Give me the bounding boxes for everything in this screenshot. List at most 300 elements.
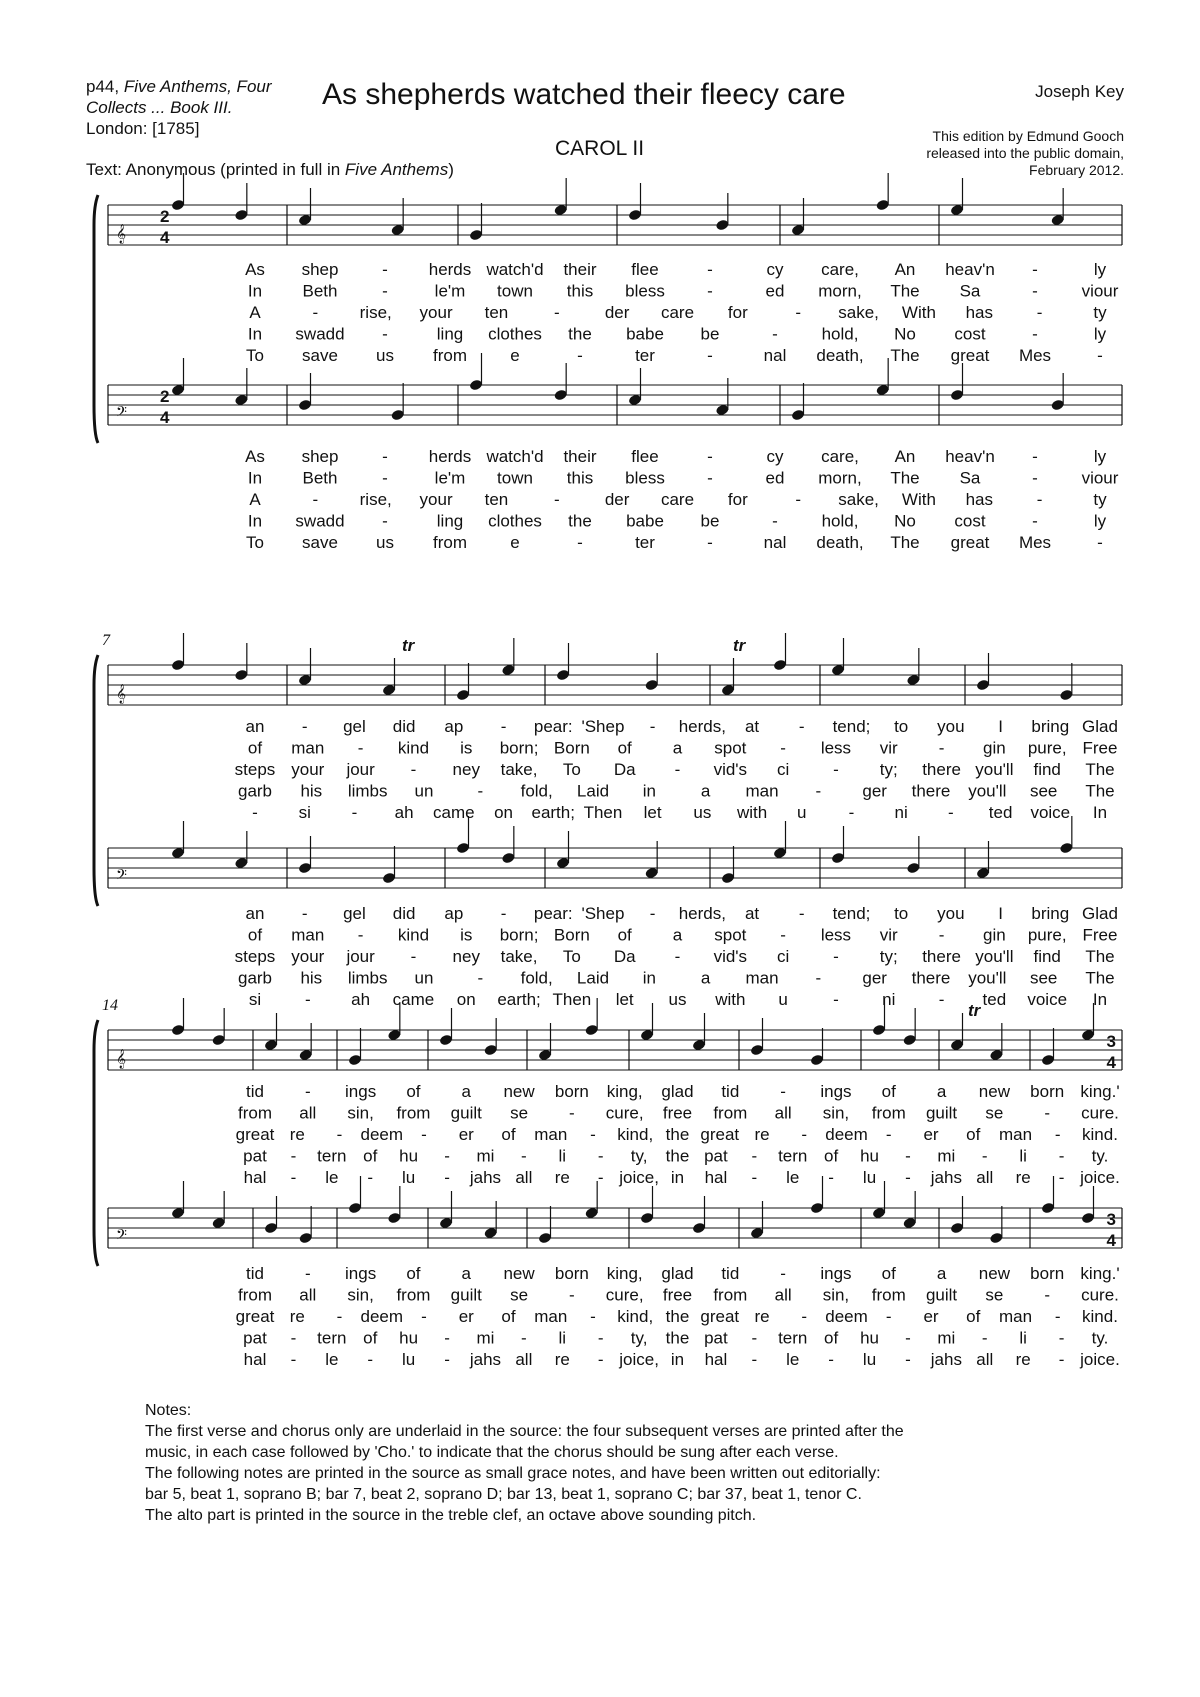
treble-lyric-syllable: The — [1085, 781, 1115, 801]
bass-lyric-syllable: born; — [499, 925, 539, 945]
bass-lyric-syllable: hal — [243, 1350, 267, 1369]
bass-lyric-syllable: of — [881, 1264, 896, 1283]
bass-lyric-syllable: ni — [882, 990, 896, 1009]
treble-lyric-syllable: The — [1085, 760, 1115, 779]
treble-lyric-syllable: all — [515, 1168, 533, 1187]
treble-lyric-syllable: king, — [606, 1082, 643, 1101]
bass-lyric-syllable: see — [1029, 968, 1058, 988]
bass-lyric-syllable: re — [1015, 1350, 1031, 1369]
bass-lyric-syllable: to — [894, 904, 909, 923]
bass-lyric-syllable: - — [290, 1328, 297, 1348]
bass-lyric-syllable: - — [707, 533, 713, 552]
treble-lyric-syllable: pat — [704, 1146, 728, 1166]
bass-clef-icon: 𝄢 — [116, 867, 127, 886]
bass-lyric-syllable: mi — [937, 1328, 956, 1348]
bass-lyric-syllable: gel — [343, 904, 366, 923]
treble-lyric-syllable: - — [707, 346, 713, 365]
bass-lyric-syllable: ah — [351, 990, 371, 1009]
bass-lyric-syllable: herds — [428, 447, 472, 466]
treble-lyric-syllable: - — [444, 1168, 450, 1187]
bass-lyric-syllable: flee — [631, 447, 659, 466]
treble-lyric-syllable: - — [382, 260, 388, 279]
treble-lyric-syllable: of — [247, 738, 263, 758]
treble-lyric-syllable: deem — [360, 1125, 404, 1144]
bass-lyric-syllable: came — [392, 990, 435, 1009]
edition-line2: released into the public domain, — [926, 145, 1124, 161]
bass-lyric-syllable: a — [936, 1264, 947, 1283]
treble-lyric-syllable: Beth — [302, 281, 338, 301]
treble-lyric-syllable: - — [351, 803, 358, 822]
treble-lyric-syllable: - — [410, 760, 417, 779]
time-signature-bottom: 4 — [1106, 1053, 1116, 1072]
bass-lyric-syllable: - — [828, 1350, 834, 1369]
treble-lyric-syllable: - — [751, 1146, 758, 1166]
treble-lyric-syllable: came — [433, 803, 475, 822]
treble-lyric-syllable: there — [911, 781, 951, 801]
bass-lyric-syllable: of — [824, 1328, 839, 1348]
bass-lyric-syllable: on — [456, 990, 476, 1009]
bass-lyric-syllable: earth; — [497, 990, 541, 1009]
bass-lyric-syllable: Mes — [1018, 533, 1052, 552]
treble-lyric-syllable: guilt — [925, 1103, 958, 1123]
bass-lyric-syllable: joice. — [1080, 1350, 1120, 1369]
treble-lyric-syllable: mi — [937, 1146, 956, 1166]
bass-lyric-syllable: - — [1036, 490, 1043, 509]
bass-lyric-syllable: - — [1032, 511, 1038, 531]
treble-lyric-syllable: - — [1032, 281, 1038, 301]
treble-lyric-syllable: all — [299, 1103, 317, 1123]
bass-lyric-syllable: - — [885, 1307, 892, 1326]
treble-lyric-syllable: of — [881, 1082, 896, 1101]
treble-lyric-syllable: - — [444, 1146, 450, 1166]
bass-lyric-syllable: guilt — [925, 1285, 958, 1305]
treble-lyric-syllable: for — [727, 303, 748, 322]
treble-lyric-syllable: jahs — [469, 1168, 502, 1187]
bass-lyric-syllable: - — [801, 1307, 808, 1326]
treble-lyric-syllable: - — [553, 303, 560, 322]
treble-lyric-syllable: from — [238, 1103, 272, 1123]
treble-lyric-syllable: jahs — [930, 1168, 962, 1187]
bass-lyric-syllable: er — [923, 1307, 939, 1326]
bass-lyric-syllable: free — [662, 1285, 693, 1305]
bar-number: 7 — [102, 632, 110, 649]
treble-lyric-syllable: In — [1092, 803, 1108, 822]
bass-lyric-syllable: cost — [954, 511, 986, 531]
bass-lyric-syllable: In — [247, 468, 263, 488]
system-bracket — [94, 655, 98, 906]
treble-lyric-syllable: swadd — [295, 324, 345, 344]
bass-lyric-syllable: new — [503, 1264, 535, 1283]
treble-lyric-syllable: - — [304, 1082, 311, 1101]
treble-lyric-syllable: king.' — [1080, 1082, 1120, 1101]
trill-mark: tr — [968, 1001, 981, 1020]
bass-lyric-syllable: spot — [714, 925, 747, 945]
bass-lyric-syllable: - — [905, 1328, 911, 1348]
bass-lyric-syllable: To — [562, 947, 581, 966]
subtitle: CAROL II — [555, 137, 645, 160]
treble-lyric-syllable: ty. — [1091, 1146, 1109, 1166]
bass-clef-icon: 𝄢 — [116, 404, 127, 423]
bass-lyric-syllable: lu — [402, 1350, 416, 1369]
bass-lyric-syllable: le'm — [434, 468, 466, 488]
bass-lyric-syllable: has — [965, 490, 993, 509]
bass-lyric-syllable: great — [950, 533, 990, 552]
treble-lyric-syllable: - — [905, 1146, 911, 1166]
bass-lyric-syllable: there — [911, 968, 951, 988]
bass-lyric-syllable: vir — [879, 925, 898, 945]
bass-lyric-syllable: pure, — [1027, 925, 1067, 945]
treble-lyric-syllable: - — [590, 1125, 596, 1144]
bass-lyric-syllable: - — [444, 1350, 450, 1369]
bass-lyric-syllable: re — [754, 1307, 770, 1326]
bass-lyric-syllable: Free — [1082, 925, 1118, 945]
treble-lyric-syllable: of — [966, 1125, 981, 1144]
treble-lyric-syllable: - — [780, 1082, 786, 1101]
bass-lyric-syllable: As — [245, 447, 265, 466]
bass-lyric-syllable: pat — [704, 1328, 728, 1348]
treble-lyric-syllable: be — [700, 324, 720, 344]
bass-lyric-syllable: in — [670, 1350, 685, 1369]
treble-lyric-syllable: - — [597, 1168, 604, 1187]
bass-lyric-syllable: a — [461, 1264, 471, 1283]
treble-lyric-syllable: take, — [500, 760, 538, 779]
bass-lyric-syllable: ted — [982, 990, 1007, 1009]
bass-lyric-syllable: sin, — [347, 1285, 374, 1305]
treble-lyric-syllable: in — [670, 1168, 685, 1187]
treble-lyric-syllable: - — [367, 1168, 374, 1187]
bass-lyric-syllable: joice, — [619, 1350, 659, 1369]
bass-lyric-syllable: - — [707, 468, 713, 488]
bass-lyric-syllable: ings — [345, 1264, 377, 1283]
bass-lyric-syllable: gin — [983, 925, 1006, 945]
bass-lyric-syllable: all — [774, 1285, 792, 1305]
time-signature-bottom: 4 — [1106, 1231, 1116, 1250]
bass-lyric-syllable: re — [289, 1307, 305, 1326]
bass-lyric-syllable: watch'd — [486, 447, 544, 466]
bass-lyric-syllable: from — [713, 1285, 748, 1305]
treble-lyric-syllable: se — [985, 1103, 1004, 1123]
treble-lyric-syllable: - — [1032, 260, 1038, 279]
notes-line: music, in each case followed by 'Cho.' to indicate that the chorus should be sung after each verse. — [145, 1444, 839, 1461]
text-credit-prefix: Text: Anonymous (printed in full in — [86, 160, 345, 179]
bass-lyric-syllable: - — [1058, 1350, 1065, 1369]
treble-lyric-syllable: - — [357, 738, 364, 758]
bass-lyric-syllable: li — [558, 1328, 567, 1348]
bass-lyric-syllable: care, — [821, 447, 859, 466]
treble-lyric-syllable: a — [461, 1082, 471, 1101]
bass-lyric-syllable: - — [382, 447, 388, 466]
bass-lyric-syllable: - — [304, 1264, 311, 1283]
bass-lyric-syllable: - — [780, 1264, 786, 1283]
bass-lyric-syllable: Born — [553, 925, 590, 945]
treble-lyric-syllable: - — [290, 1146, 297, 1166]
treble-lyric-syllable: ney — [452, 760, 480, 779]
treble-lyric-syllable: tern — [778, 1146, 808, 1166]
bass-lyric-syllable: ings — [820, 1264, 852, 1283]
treble-lyric-syllable: I — [998, 717, 1003, 736]
treble-lyric-syllable: pure, — [1027, 738, 1067, 758]
bass-lyric-syllable: - — [590, 1307, 596, 1326]
bass-lyric-syllable: ty; — [879, 947, 898, 966]
treble-lyric-syllable: kind, — [617, 1125, 654, 1144]
page-title: As shepherds watched their fleecy care — [322, 78, 846, 111]
treble-lyric-syllable: ty — [1093, 303, 1107, 322]
treble-lyric-syllable: sin, — [822, 1103, 850, 1123]
treble-lyric-syllable: see — [1029, 781, 1058, 801]
bass-lyric-syllable: sin, — [822, 1285, 850, 1305]
treble-lyric-syllable: ed — [765, 281, 785, 301]
bass-lyric-syllable: the — [568, 511, 592, 531]
bass-lyric-syllable: In — [247, 511, 263, 531]
treble-lyric-syllable: guilt — [450, 1103, 482, 1123]
treble-lyric-syllable: Laid — [576, 781, 610, 801]
bass-lyric-syllable: viour — [1081, 468, 1119, 488]
bass-lyric-syllable: - — [649, 904, 656, 923]
treble-lyric-syllable: in — [642, 781, 656, 801]
bass-lyric-syllable: - — [1058, 1328, 1065, 1348]
bass-lyric-syllable: Laid — [576, 968, 610, 988]
time-signature-top: 3 — [1106, 1032, 1116, 1051]
treble-lyric-syllable: cure, — [605, 1103, 644, 1123]
treble-lyric-syllable: - — [1058, 1146, 1065, 1166]
bass-lyric-syllable: - — [1032, 468, 1038, 488]
bass-lyric-syllable: let — [615, 990, 634, 1009]
treble-lyric-syllable: To — [246, 346, 264, 365]
bass-lyric-syllable: glad — [661, 1264, 694, 1283]
treble-lyric-syllable: great — [235, 1125, 275, 1144]
treble-lyric-syllable: - — [833, 760, 839, 779]
bass-lyric-syllable: - — [312, 490, 319, 509]
bass-lyric-syllable: - — [367, 1350, 374, 1369]
bass-lyric-syllable: hu — [860, 1328, 880, 1348]
trill-mark: tr — [402, 636, 415, 655]
bass-lyric-syllable: be — [700, 511, 720, 531]
treble-lyric-syllable: ly — [1093, 260, 1107, 279]
treble-lyric-syllable: ings — [820, 1082, 852, 1101]
treble-lyric-syllable: le'm — [434, 281, 466, 301]
treble-lyric-syllable: joice. — [1080, 1168, 1120, 1187]
notes-line: The alto part is printed in the source in the treble clef, an octave above sounding pitch. — [145, 1507, 757, 1524]
treble-lyric-syllable: cy — [766, 260, 784, 279]
treble-lyric-syllable: er — [923, 1125, 939, 1144]
source-line1-prefix: p44, — [86, 77, 124, 96]
treble-lyric-syllable: With — [901, 303, 936, 322]
treble-lyric-syllable: a — [700, 781, 711, 801]
treble-lyric-syllable: - — [938, 738, 945, 758]
bass-lyric-syllable: u — [778, 990, 788, 1009]
bar-number: 14 — [102, 997, 118, 1014]
bass-lyric-syllable: - — [553, 490, 560, 509]
bass-lyric-syllable: man — [745, 968, 779, 988]
bass-lyric-syllable: death, — [816, 533, 864, 552]
time-signature-top: 3 — [1106, 1210, 1116, 1229]
bass-lyric-syllable: save — [302, 533, 338, 552]
treble-lyric-syllable: se — [510, 1103, 529, 1123]
bass-lyric-syllable: find — [1033, 947, 1061, 966]
treble-lyric-syllable: this — [566, 281, 594, 301]
treble-lyric-syllable: e — [510, 346, 520, 365]
treble-lyric-syllable: you'll — [968, 781, 1007, 801]
bass-lyric-syllable: great — [700, 1307, 740, 1326]
treble-lyric-syllable: Then — [583, 803, 623, 822]
treble-lyric-syllable: tid — [721, 1082, 740, 1101]
bass-lyric-syllable: pat — [243, 1328, 267, 1348]
bass-lyric-syllable: ger — [862, 968, 887, 988]
treble-lyric-syllable: re — [754, 1125, 770, 1144]
bass-lyric-syllable: li — [1019, 1328, 1027, 1348]
bass-lyric-syllable: tern — [778, 1328, 808, 1348]
treble-lyric-syllable: The — [890, 281, 920, 301]
bass-lyric-syllable: did — [392, 904, 416, 923]
bass-lyric-syllable: guilt — [450, 1285, 482, 1305]
bass-lyric-syllable: king, — [606, 1264, 643, 1283]
bass-lyric-syllable: Sa — [959, 468, 981, 488]
treble-lyric-syllable: great — [700, 1125, 740, 1144]
bass-lyric-syllable: - — [569, 1285, 575, 1305]
treble-lyric-syllable: - — [885, 1125, 892, 1144]
treble-lyric-syllable: - — [649, 717, 656, 736]
treble-lyric-syllable: born — [554, 1082, 589, 1101]
treble-lyric-syllable: ted — [988, 803, 1013, 822]
time-signature-bottom: 4 — [160, 228, 170, 247]
treble-lyric-syllable: your — [291, 760, 325, 779]
bass-lyric-syllable: man — [534, 1307, 568, 1326]
treble-lyric-syllable: ty; — [879, 760, 898, 779]
treble-lyric-syllable: new — [978, 1082, 1010, 1101]
treble-lyric-syllable: on — [494, 803, 513, 822]
bass-lyric-syllable: us — [376, 533, 394, 552]
treble-clef-icon: 𝄞 — [116, 224, 127, 243]
source-line1-italic: Five Anthems, Four — [123, 77, 272, 96]
system-bracket — [94, 1020, 98, 1266]
bass-lyric-syllable: - — [798, 904, 805, 923]
treble-lyric-syllable: hal — [704, 1168, 728, 1187]
bass-lyric-syllable: deem — [360, 1307, 404, 1326]
bass-lyric-syllable: - — [833, 947, 839, 966]
bass-lyric-syllable: of — [247, 925, 263, 945]
bass-lyric-syllable: take, — [500, 947, 538, 966]
treble-lyric-syllable: ah — [394, 803, 414, 822]
treble-lyric-syllable: - — [312, 303, 319, 322]
bass-lyric-syllable: - — [981, 1328, 988, 1348]
bass-lyric-syllable: - — [357, 925, 364, 945]
treble-lyric-syllable: the — [665, 1125, 690, 1144]
bass-lyric-syllable: the — [665, 1328, 690, 1348]
bass-lyric-syllable: - — [444, 1328, 450, 1348]
treble-lyric-syllable: hal — [243, 1168, 267, 1187]
treble-lyric-syllable: viour — [1081, 281, 1119, 301]
treble-lyric-syllable: - — [1054, 1125, 1061, 1144]
bass-lyric-syllable: - — [500, 904, 507, 923]
treble-lyric-syllable: - — [1097, 346, 1103, 365]
treble-lyric-syllable: rise, — [359, 303, 392, 322]
bass-lyric-syllable: ling — [436, 511, 464, 531]
bass-lyric-syllable: of — [966, 1307, 981, 1326]
treble-lyric-syllable: cure. — [1081, 1103, 1119, 1123]
bass-lyric-syllable: - — [751, 1350, 758, 1369]
bass-lyric-syllable: Then — [552, 990, 592, 1009]
treble-lyric-syllable: un — [414, 781, 434, 801]
bass-lyric-syllable: care — [660, 490, 695, 509]
bass-lyric-syllable: Beth — [302, 468, 338, 488]
treble-lyric-syllable: - — [569, 1103, 575, 1123]
notes-line: bar 5, beat 1, soprano B; bar 7, beat 2, soprano D; bar 13, beat 1, soprano C; bar 37, beat 1, tenor C. — [145, 1486, 862, 1503]
treble-lyric-syllable: limbs — [347, 781, 388, 801]
bass-lyric-syllable: - — [815, 968, 822, 988]
treble-lyric-syllable: babe — [626, 324, 664, 344]
bass-lyric-syllable: - — [597, 1328, 604, 1348]
bass-lyric-syllable: The — [890, 533, 920, 552]
treble-lyric-syllable: re — [1015, 1168, 1031, 1187]
bass-lyric-syllable: - — [780, 925, 786, 945]
treble-lyric-syllable: sin, — [347, 1103, 374, 1123]
bass-lyric-syllable: ten — [484, 490, 509, 509]
treble-lyric-syllable: ter — [635, 346, 655, 365]
bass-lyric-syllable: lu — [862, 1350, 877, 1369]
treble-lyric-syllable: - — [905, 1168, 911, 1187]
bass-lyric-syllable: of — [501, 1307, 516, 1326]
bass-lyric-syllable: swadd — [295, 511, 345, 531]
time-signature-top: 2 — [160, 207, 170, 226]
treble-lyric-syllable: No — [894, 324, 916, 344]
bass-lyric-syllable: you'll — [975, 947, 1014, 966]
treble-lyric-syllable: - — [421, 1125, 427, 1144]
bass-lyric-syllable: sake, — [838, 490, 879, 509]
treble-lyric-syllable: bring — [1031, 717, 1070, 736]
bass-lyric-syllable: clothes — [488, 511, 542, 531]
bass-lyric-syllable: der — [604, 490, 630, 509]
notes-line: The following notes are printed in the source as small grace notes, and have been written out editorially: — [145, 1465, 881, 1482]
treble-lyric-syllable: - — [1044, 1103, 1051, 1123]
bass-lyric-syllable: a — [672, 925, 683, 945]
bass-lyric-syllable: shep — [301, 447, 339, 466]
bass-lyric-syllable: un — [414, 968, 434, 988]
treble-lyric-syllable: - — [301, 717, 308, 736]
treble-lyric-syllable: of — [406, 1082, 421, 1101]
treble-lyric-syllable: vir — [879, 738, 898, 758]
bass-lyric-syllable: vid's — [713, 947, 748, 966]
bass-lyric-syllable: with — [715, 990, 746, 1009]
bass-lyric-syllable: babe — [626, 511, 664, 531]
bass-lyric-syllable: ty — [1093, 490, 1107, 509]
treble-lyric-syllable: gel — [343, 717, 366, 736]
treble-lyric-syllable: find — [1033, 760, 1061, 779]
treble-lyric-syllable: re — [289, 1125, 305, 1144]
bass-lyric-syllable: ap — [444, 904, 464, 923]
bass-lyric-syllable: No — [894, 511, 916, 531]
treble-lyric-syllable: you — [937, 717, 965, 736]
bass-lyric-syllable: ed — [765, 468, 785, 488]
treble-lyric-syllable: all — [774, 1103, 792, 1123]
bass-lyric-syllable: hal — [704, 1350, 728, 1369]
bass-lyric-syllable: in — [642, 968, 656, 988]
treble-lyric-syllable: ten — [484, 303, 509, 322]
treble-lyric-syllable: from — [433, 346, 467, 365]
bass-lyric-syllable: of — [363, 1328, 378, 1348]
bass-lyric-syllable: from — [238, 1285, 272, 1305]
treble-lyric-syllable: - — [1058, 1168, 1065, 1187]
bass-lyric-syllable: - — [1032, 447, 1038, 466]
bass-lyric-syllable: ty, — [630, 1328, 648, 1348]
treble-lyric-syllable: le — [786, 1168, 800, 1187]
bass-lyric-syllable: - — [336, 1307, 343, 1326]
treble-lyric-syllable: In — [247, 281, 263, 301]
treble-lyric-syllable: re — [554, 1168, 570, 1187]
treble-lyric-syllable: man — [291, 738, 325, 758]
bass-lyric-syllable: - — [1054, 1307, 1061, 1326]
bass-lyric-syllable: ly — [1093, 511, 1107, 531]
bass-lyric-syllable: morn, — [818, 468, 862, 488]
